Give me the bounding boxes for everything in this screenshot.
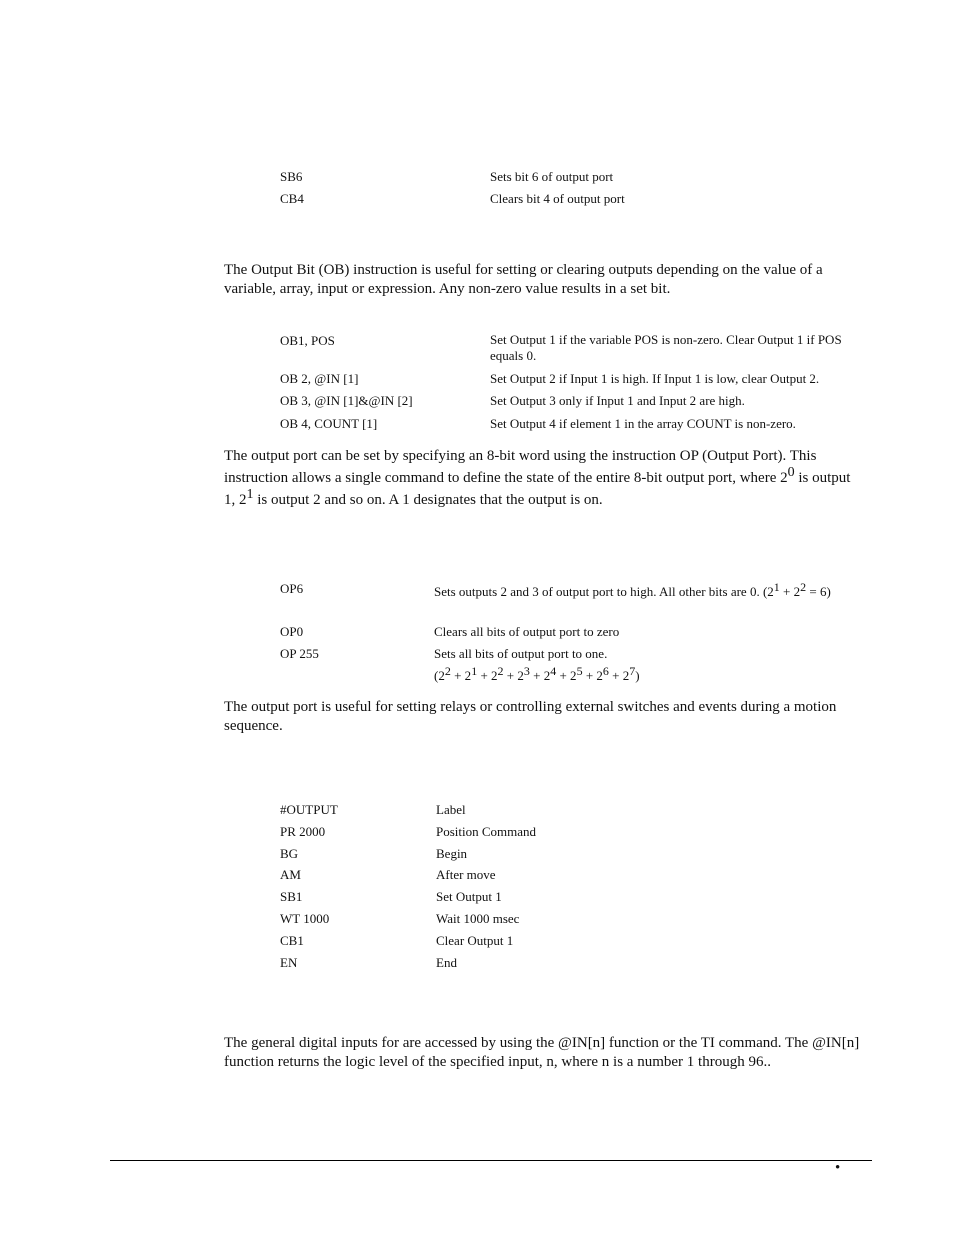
formula-exp: 3 xyxy=(523,664,530,678)
formula-plus: + 2 xyxy=(529,668,551,683)
paragraph-output-port xyxy=(224,445,864,511)
program-comment: Clear Output 1 xyxy=(436,933,514,948)
program-comment: Wait 1000 msec xyxy=(436,911,520,926)
formula-exp: 6 xyxy=(602,664,609,678)
program-comment: Set Output 1 xyxy=(436,889,502,904)
formula-open: (2 xyxy=(434,668,445,683)
desc-ob2: Set Output 2 if Input 1 is high. If Input 1 is low, clear Output 2. xyxy=(490,371,820,386)
code-cb4: CB4 xyxy=(280,191,304,206)
desc-ob4: Set Output 4 if element 1 in the array COUNT is non-zero. xyxy=(490,416,796,431)
formula-plus: + 2 xyxy=(582,668,603,683)
formula-op255 xyxy=(434,664,640,684)
desc-op6-c: = 6) xyxy=(806,584,831,599)
formula-exp: 4 xyxy=(550,664,557,678)
desc-cb4: Clears bit 4 of output port xyxy=(490,191,625,206)
desc-op6-exp2: 2 xyxy=(800,580,807,594)
formula-exp: 1 xyxy=(471,664,478,678)
code-op255: OP 255 xyxy=(280,646,319,661)
program-comment: Position Command xyxy=(436,824,537,839)
code-sb6: SB6 xyxy=(280,169,303,184)
paragraph-digital-inputs: The general digital inputs for are accessed by using the @IN[n] function or the TI command. The @IN[n] function returns the logic level of the specified input, n, where n is a number 1 through 96.. xyxy=(224,1035,860,1070)
formula-plus: + 2 xyxy=(556,668,577,683)
formula-plus: + 2 xyxy=(608,668,630,683)
formula-exp: 5 xyxy=(576,664,583,678)
code-op0: OP0 xyxy=(280,624,304,639)
paragraph-output-bit: The Output Bit (OB) instruction is useful for setting or clearing outputs depending on the value of a variable, array, input or expression. Any non-zero value results in a set bit. xyxy=(224,262,823,297)
code-ob3: OB 3, @IN [1]&@IN [2] xyxy=(280,393,413,408)
desc-op255: Sets all bits of output port to one. xyxy=(434,646,608,661)
code-op6: OP6 xyxy=(280,581,304,596)
program-comment: Label xyxy=(436,802,466,817)
desc-op6 xyxy=(434,580,862,600)
program-comment: After move xyxy=(436,867,496,882)
formula-exp: 2 xyxy=(444,664,451,678)
formula-close: ) xyxy=(635,668,640,683)
footer-bullet: • xyxy=(835,1160,841,1176)
code-ob2: OB 2, @IN [1] xyxy=(280,371,359,386)
para2-exp0: 0 xyxy=(787,465,795,480)
program-command: EN xyxy=(280,955,298,970)
desc-op6-exp1: 1 xyxy=(773,580,780,594)
code-ob1: OB1, POS xyxy=(280,333,335,348)
program-comment: Begin xyxy=(436,846,468,861)
program-command: BG xyxy=(280,846,299,861)
program-command: CB1 xyxy=(280,933,304,948)
formula-exp: 7 xyxy=(629,664,636,678)
para2-text-b: is output 1, 2 xyxy=(224,470,851,508)
para2-text-c: is output 2 and so on. A 1 designates that the output is on. xyxy=(253,492,603,508)
formula-plus: + 2 xyxy=(503,668,524,683)
desc-op0: Clears all bits of output port to zero xyxy=(434,624,620,639)
desc-sb6: Sets bit 6 of output port xyxy=(490,169,614,184)
desc-ob3: Set Output 3 only if Input 1 and Input 2 are high. xyxy=(490,393,745,408)
program-command: PR 2000 xyxy=(280,824,326,839)
program-command: WT 1000 xyxy=(280,911,330,926)
desc-ob1: Set Output 1 if the variable POS is non-zero. Clear Output 1 if POS equals 0. xyxy=(490,332,842,363)
paragraph-relays: The output port is useful for setting relays or controlling external switches and events during a motion sequence. xyxy=(224,699,837,734)
code-ob4: OB 4, COUNT [1] xyxy=(280,416,378,431)
formula-plus: + 2 xyxy=(450,668,472,683)
formula-plus: + 2 xyxy=(477,668,498,683)
program-command: SB1 xyxy=(280,889,303,904)
program-comment: End xyxy=(436,955,457,970)
footer-rule xyxy=(110,1160,872,1161)
program-command: #OUTPUT xyxy=(280,802,338,817)
desc-op6-b: + 2 xyxy=(779,584,801,599)
desc-op6-a: Sets outputs 2 and 3 of output port to high. All other bits are 0. (2 xyxy=(434,584,774,599)
para2-text-a: The output port can be set by specifying an 8-bit word using the instruction OP (Output Port). This instruction allows a single command to define the state of the entire 8-bit output port, where 2 xyxy=(224,448,817,486)
program-command: AM xyxy=(280,867,301,882)
para2-exp1: 1 xyxy=(246,487,254,502)
formula-exp: 2 xyxy=(497,664,504,678)
